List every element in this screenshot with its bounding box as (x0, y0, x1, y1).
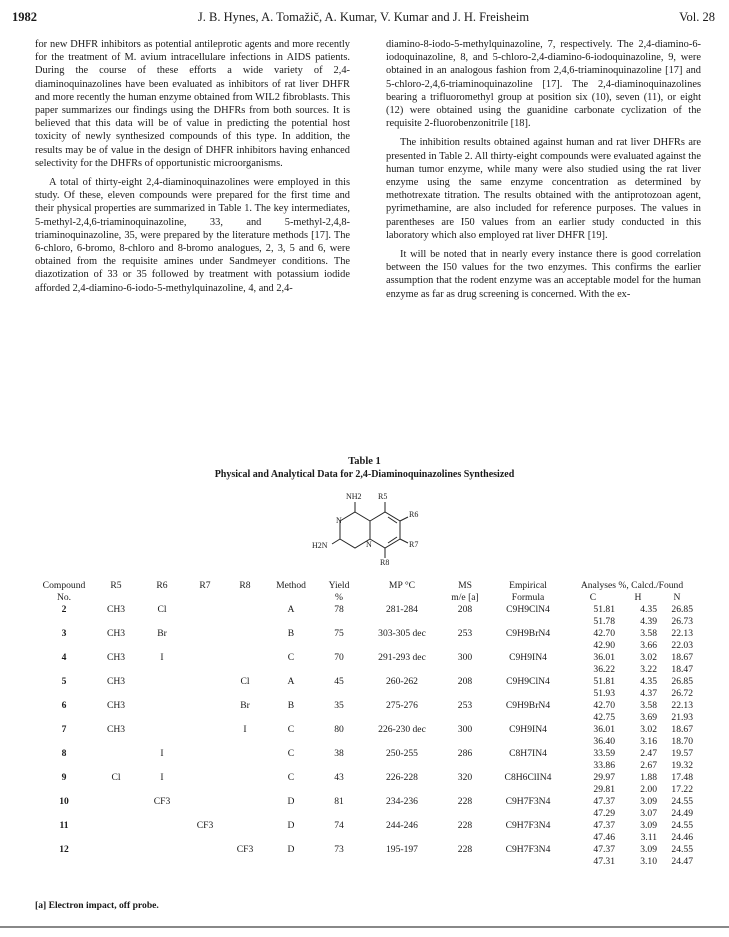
header-compound-no: No. (56, 592, 72, 603)
cell-nf: 21.93 (671, 712, 693, 723)
cell-cf: 42.75 (593, 712, 615, 723)
cell-yield: 35 (334, 700, 344, 711)
table-row (35, 724, 695, 736)
cell-ms: 320 (457, 772, 473, 783)
header-mp: MP °C (388, 580, 416, 591)
cell-c: 51.81 (593, 676, 615, 687)
cell-nf: 22.03 (671, 640, 693, 651)
cell-yield: 75 (334, 628, 344, 639)
cell-r5 (93, 844, 139, 856)
cell-ms: 208 (457, 604, 473, 615)
cell-hf: 2.00 (640, 784, 657, 795)
table-title: Physical and Analytical Data for 2,4-Diaminoquinazolines Synthesized (214, 469, 515, 480)
cell-hf: 3.11 (640, 832, 657, 843)
cell-r8 (225, 628, 265, 640)
page-number: 1982 (12, 10, 37, 24)
cell-formula: C9H9BrN4 (505, 628, 551, 639)
table-row-found (35, 760, 695, 772)
cell-r6 (139, 700, 185, 712)
cell-r7: CF3 (196, 820, 214, 831)
header-c: C (589, 592, 597, 603)
cell-cf: 51.78 (593, 616, 615, 627)
table-row (35, 628, 695, 640)
cell-r6: Cl (157, 604, 167, 615)
cell-cf: 51.93 (593, 688, 615, 699)
cell-yield: 38 (334, 748, 344, 759)
table-number: Table 1 (348, 456, 381, 467)
cell-r7 (185, 676, 225, 688)
cell-formula: C9H7F3N4 (505, 796, 551, 807)
cell-mp: 226-228 (386, 772, 418, 783)
cell-r7 (185, 724, 225, 736)
cell-r6: Br (157, 628, 167, 639)
nh2-label: NH2 (346, 492, 362, 501)
cell-cf: 36.22 (593, 664, 615, 675)
cell-r8 (225, 820, 265, 832)
table-body (35, 604, 695, 868)
table-row-found (35, 808, 695, 820)
cell-r6: I (160, 772, 164, 783)
cell-r8 (225, 604, 265, 616)
cell-cf: 47.46 (593, 832, 615, 843)
cell-h: 4.35 (640, 604, 657, 615)
table-row-found (35, 640, 695, 652)
cell-ms: 208 (457, 676, 473, 687)
cell-h: 3.09 (640, 820, 657, 831)
cell-method: C (287, 724, 295, 735)
cell-n: 22.13 (671, 700, 693, 711)
header-ms-unit: m/e [a] (451, 592, 479, 603)
cell-n: 17.48 (671, 772, 693, 783)
cell-no: 6 (61, 700, 67, 711)
cell-h: 1.88 (640, 772, 657, 783)
cell-mp: 275-276 (386, 700, 418, 711)
quinazoline-structure (300, 490, 440, 575)
cell-yield: 80 (334, 724, 344, 735)
cell-r6 (139, 676, 185, 688)
table-row (35, 748, 695, 760)
cell-n: 22.13 (671, 628, 693, 639)
cell-r7 (185, 844, 225, 856)
cell-method: C (287, 772, 295, 783)
cell-r8: Cl (240, 676, 250, 687)
cell-hf: 3.69 (640, 712, 657, 723)
cell-n: 24.55 (671, 820, 693, 831)
cell-r7 (185, 748, 225, 760)
cell-r7 (185, 604, 225, 616)
cell-ms: 228 (457, 796, 473, 807)
cell-mp: 234-236 (386, 796, 418, 807)
header-h: H (634, 592, 642, 603)
cell-cf: 47.31 (593, 856, 615, 867)
cell-ms: 300 (457, 652, 473, 663)
cell-mp: 260-262 (386, 676, 418, 687)
cell-r7 (185, 652, 225, 664)
cell-nf: 26.73 (671, 616, 693, 627)
cell-ms: 228 (457, 820, 473, 831)
cell-mp: 303-305 dec (378, 628, 426, 639)
authors-line: J. B. Hynes, A. Tomažič, A. Kumar, V. Kumar and J. H. Freisheim (197, 10, 530, 24)
cell-formula: C9H9IN4 (509, 724, 547, 735)
table-row (35, 604, 695, 616)
cell-r5 (93, 748, 139, 760)
cell-no: 4 (61, 652, 67, 663)
cell-hf: 4.37 (640, 688, 657, 699)
n3-label: N (336, 516, 342, 525)
cell-r5 (93, 820, 139, 832)
cell-c: 47.37 (593, 796, 615, 807)
cell-nf: 24.49 (671, 808, 693, 819)
cell-mp: 226-230 dec (378, 724, 426, 735)
header-ms: MS (458, 580, 472, 591)
cell-hf: 3.10 (640, 856, 657, 867)
cell-r5: CH3 (106, 604, 126, 615)
cell-hf: 3.66 (640, 640, 657, 651)
table-row (35, 844, 695, 856)
header-compound: Compound (42, 580, 86, 591)
cell-hf: 3.22 (640, 664, 657, 675)
cell-no: 9 (61, 772, 67, 783)
table-row-found (35, 712, 695, 724)
cell-h: 3.58 (640, 700, 657, 711)
cell-c: 36.01 (593, 724, 615, 735)
cell-method: C (287, 652, 295, 663)
cell-n: 19.57 (671, 748, 693, 759)
cell-n: 18.67 (671, 724, 693, 735)
cell-ms: 253 (457, 628, 473, 639)
cell-formula: C9H7F3N4 (505, 820, 551, 831)
table-row (35, 796, 695, 808)
cell-ms: 253 (457, 700, 473, 711)
header-formula: Empirical (509, 580, 547, 591)
cell-cf: 47.29 (593, 808, 615, 819)
cell-r5: CH3 (106, 700, 126, 711)
cell-method: D (287, 844, 295, 855)
cell-r5 (93, 796, 139, 808)
cell-no: 8 (61, 748, 67, 759)
table-row (35, 700, 695, 712)
paragraph: It will be noted that in nearly every instance there is good correlation between the I50 values for the two enzymes. This confirms the earlier assumption that the rodent enzyme was an acceptable model for the human enzyme as far as drug screening is concerned. With the ex- (386, 249, 701, 300)
cell-cf: 33.86 (593, 760, 615, 771)
table-caption (0, 456, 729, 480)
paragraph: A total of thirty-eight 2,4-diaminoquinazolines were employed in this study. Of these, eleven compounds were prepared for the first time and their physical properties are summarized in Table 1. The key intermediates, 5-methyl-2,4,6-triaminoquinazoline, 33, and 5-methyl-2,4,8-triaminoquinazoline, 35, were prepared by the literature methods [17]. The 6-chloro, 6-bromo, 8-chloro and 8-bromo analogues, 2, 3, 5 and 6, were obtained from the requisite amines under Sandmeyer conditions. The diazotization of 33 or 35 followed by treatment with potassium iodide afforded 2,4-diamino-6-iodo-5-methylquinazoline, 4, and 2,4- (35, 177, 350, 294)
cell-nf: 18.70 (671, 736, 693, 747)
volume-number: Vol. 28 (679, 10, 715, 24)
table-row (35, 676, 695, 688)
cell-yield: 43 (334, 772, 344, 783)
cell-method: A (287, 676, 295, 687)
header-analyses: Analyses %, Calcd./Found (580, 580, 684, 591)
cell-cf: 42.90 (593, 640, 615, 651)
cell-c: 33.59 (593, 748, 615, 759)
header-n: N (673, 592, 681, 603)
cell-nf: 26.72 (671, 688, 693, 699)
cell-r8 (225, 796, 265, 808)
cell-r8 (225, 652, 265, 664)
cell-r8 (225, 772, 265, 784)
cell-yield: 78 (334, 604, 344, 615)
h2n-label: H2N (312, 541, 328, 550)
cell-method: D (287, 820, 295, 831)
cell-nf: 19.32 (671, 760, 693, 771)
cell-c: 42.70 (593, 628, 615, 639)
right-column (386, 38, 701, 307)
cell-n: 26.85 (671, 676, 693, 687)
cell-hf: 3.07 (640, 808, 657, 819)
cell-formula: C9H9BrN4 (505, 700, 551, 711)
cell-c: 51.81 (593, 604, 615, 615)
cell-c: 36.01 (593, 652, 615, 663)
cell-mp: 291-293 dec (378, 652, 426, 663)
paragraph: for new DHFR inhibitors as potential antileprotic agents and more recently for the treatment of M. avium intracellulare infections in AIDS patients. During the course of these efforts a wide variety of 2,4-diaminoquinazolines have been evaluated as inhibitors of rat liver DHFR and more recently the human enzyme obtained from WIL2 fibroblasts. This paper summarizes our findings using the DHFRs from both sources. It is believed that this data will be of value in predicting the potential host toxicity of newly synthesized compounds of this type. In addition, the results may be of value in the design of DHFR inhibitors having enhanced selectivity for the DHFRs of opportunistic microorganisms. (35, 39, 350, 169)
table-row-found (35, 664, 695, 676)
cell-c: 29.97 (593, 772, 615, 783)
cell-c: 47.37 (593, 844, 615, 855)
cell-method: D (287, 796, 295, 807)
cell-h: 3.58 (640, 628, 657, 639)
cell-h: 3.09 (640, 796, 657, 807)
table-row (35, 820, 695, 832)
header-r5: R5 (110, 580, 122, 591)
table-row (35, 652, 695, 664)
cell-no: 2 (61, 604, 67, 615)
cell-r8 (225, 748, 265, 760)
cell-n: 24.55 (671, 844, 693, 855)
cell-n: 26.85 (671, 604, 693, 615)
cell-r5: CH3 (106, 652, 126, 663)
cell-no: 12 (59, 844, 69, 855)
r7-label: R7 (409, 540, 419, 549)
cell-nf: 24.46 (671, 832, 693, 843)
header-yield: Yield (328, 580, 350, 591)
header-r7: R7 (199, 580, 211, 591)
cell-r8: CF3 (236, 844, 254, 855)
cell-h: 3.09 (640, 844, 657, 855)
cell-formula: C9H9IN4 (509, 652, 547, 663)
structure-drawing (300, 490, 440, 575)
cell-ms: 286 (457, 748, 473, 759)
cell-yield: 45 (334, 676, 344, 687)
paragraph: diamino-8-iodo-5-methylquinazoline, 7, respectively. The 2,4-diamino-6-iodoquinazoline, 8, and 5-chloro-2,4-diamino-6-iodoquinazoline, 9, were obtained in an analogous fashion from 2,4,6-triaminoquinazoline [17] and 5-chloro-2,4,6-triaminoquinazoline [17]. The 2,4-diaminoquinazolines bearing a trifluoromethyl group at position six (10), seven (11), or eight (12) were obtained using the guanidine carbonate cyclization of the requisite 2-fluorobenzonitrile [18]. (386, 39, 701, 130)
table-row (35, 772, 695, 784)
r8-label: R8 (380, 558, 390, 567)
cell-mp: 250-255 (386, 748, 418, 759)
cell-yield: 73 (334, 844, 344, 855)
n1-label: N (366, 540, 372, 549)
data-table (35, 580, 695, 868)
cell-hf: 4.39 (640, 616, 657, 627)
cell-c: 42.70 (593, 700, 615, 711)
cell-nf: 18.47 (671, 664, 693, 675)
table-row-found (35, 616, 695, 628)
cell-n: 18.67 (671, 652, 693, 663)
cell-r7 (185, 796, 225, 808)
cell-r7 (185, 700, 225, 712)
cell-ms: 228 (457, 844, 473, 855)
cell-method: B (287, 700, 295, 711)
cell-nf: 17.22 (671, 784, 693, 795)
cell-r6 (139, 724, 185, 736)
cell-no: 10 (59, 796, 69, 807)
cell-mp: 244-246 (386, 820, 418, 831)
r5-label: R5 (378, 492, 388, 501)
cell-method: A (287, 604, 295, 615)
cell-r5: CH3 (106, 676, 126, 687)
header-r8: R8 (239, 580, 251, 591)
cell-r7 (185, 772, 225, 784)
cell-ms: 300 (457, 724, 473, 735)
cell-r7 (185, 628, 225, 640)
table-row-found (35, 856, 695, 868)
cell-r5: Cl (111, 772, 121, 783)
table-row-found (35, 832, 695, 844)
running-header (12, 10, 715, 30)
cell-h: 4.35 (640, 676, 657, 687)
cell-r8: Br (240, 700, 250, 711)
header-r6: R6 (156, 580, 168, 591)
cell-n: 24.55 (671, 796, 693, 807)
paragraph: The inhibition results obtained against human and rat liver DHFRs are presented in Table 2. All thirty-eight compounds were evaluated against the human tumor enzyme, while many were also studied using the rat liver enzyme using the same enzyme concentration as determined by methotrexate titration. The results obtained with the antiprotozoan agent, pyrimethamine, are also included for reference purposes. The values in parentheses are I50 values from an earlier study conducted in this laboratory which also employed rat liver DHFR [19]. (386, 137, 701, 241)
cell-formula: C9H7F3N4 (505, 844, 551, 855)
left-column (35, 38, 350, 301)
cell-yield: 74 (334, 820, 344, 831)
cell-mp: 281-284 (386, 604, 418, 615)
cell-r6: I (160, 748, 164, 759)
cell-c: 47.37 (593, 820, 615, 831)
cell-yield: 70 (334, 652, 344, 663)
cell-h: 3.02 (640, 724, 657, 735)
cell-r6: CF3 (153, 796, 171, 807)
cell-cf: 36.40 (593, 736, 615, 747)
table-row-found (35, 688, 695, 700)
table-row-found (35, 784, 695, 796)
bottom-rule (0, 926, 729, 928)
cell-hf: 3.16 (640, 736, 657, 747)
cell-r6: I (160, 652, 164, 663)
cell-formula: C9H9ClN4 (506, 676, 550, 687)
cell-no: 7 (61, 724, 67, 735)
cell-mp: 195-197 (386, 844, 418, 855)
cell-r8: I (243, 724, 247, 735)
r6-label: R6 (409, 510, 419, 519)
cell-r5: CH3 (106, 628, 126, 639)
cell-nf: 24.47 (671, 856, 693, 867)
table-footnote: [a] Electron impact, off probe. (35, 900, 159, 911)
cell-method: C (287, 748, 295, 759)
cell-r6 (139, 820, 185, 832)
cell-no: 5 (61, 676, 67, 687)
cell-h: 2.47 (640, 748, 657, 759)
cell-no: 3 (61, 628, 67, 639)
cell-formula: C8H6ClIN4 (504, 772, 552, 783)
header-yield-unit: % (335, 592, 343, 603)
cell-hf: 2.67 (640, 760, 657, 771)
cell-r6 (139, 844, 185, 856)
cell-formula: C8H7IN4 (509, 748, 547, 759)
cell-h: 3.02 (640, 652, 657, 663)
header-formula2: Formula (511, 592, 545, 603)
cell-r5: CH3 (106, 724, 126, 735)
header-method: Method (276, 580, 306, 591)
cell-cf: 29.81 (593, 784, 615, 795)
cell-formula: C9H9ClN4 (506, 604, 550, 615)
table-row-found (35, 736, 695, 748)
cell-yield: 81 (334, 796, 344, 807)
cell-method: B (287, 628, 295, 639)
cell-no: 11 (59, 820, 69, 831)
